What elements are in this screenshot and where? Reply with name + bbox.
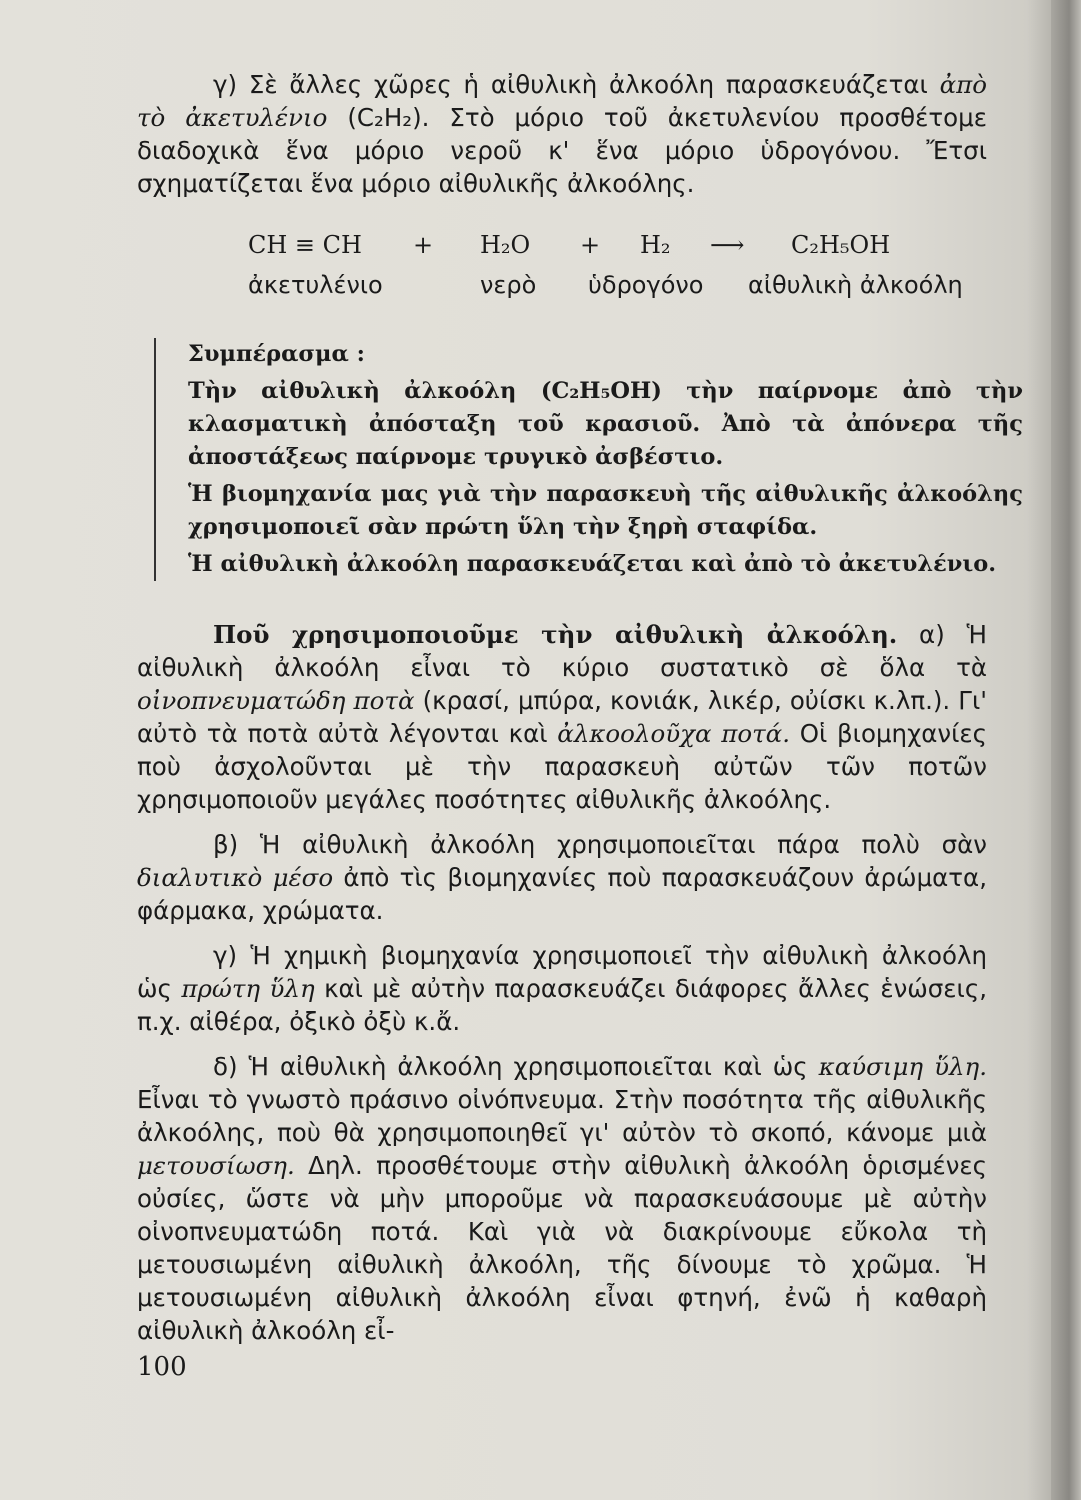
formula-hydrogen: H₂ [640, 231, 671, 259]
uses-paragraph-b [137, 828, 987, 927]
chemical-equation [248, 226, 968, 304]
label-acetylene: ἀκετυλένιο [248, 271, 383, 299]
uses-paragraph-c [137, 939, 987, 1038]
text-span: γ) Σὲ ἄλλες χῶρες ἡ αἰθυλικὴ ἀλκοόλη παρασκευάζεται [213, 70, 940, 99]
text-span: α) Ἡ αἰθυλικὴ ἀλκοόλη εἶναι τὸ κύριο συστατικὸ σὲ ὅλα τὰ [137, 620, 987, 682]
paragraph-acetylene [137, 68, 987, 200]
conclusion-paragraph: Ἡ αἰθυλικὴ ἀλκοόλη παρασκευάζεται καὶ ἀπὸ τὸ ἀκετυλένιο. [188, 551, 997, 577]
conclusion-paragraph: Τὴν αἰθυλικὴ ἀλκοόλη (C₂H₅OH) τὴν παίρνομε ἀπὸ τὴν κλασματικὴ ἀπόσταξη τοῦ κρασιοῦ. Ἀπὸ τὰ ἀπόνερα τῆς ἀποστάξεως παίρνομε τρυγικὸ ἀσβέστιο. [188, 378, 1023, 470]
uses-section [137, 618, 987, 1347]
text-span: Οἱ βιομηχανίες ποὺ ἀσχολοῦνται μὲ τὴν παρασκευὴ αὐτῶν τῶν ποτῶν χρησιμοποιοῦν μεγάλες ποσότητες αἰθυλικῆς ἀλκοόλης. [137, 719, 987, 814]
uses-paragraph-a [137, 618, 987, 816]
section-heading: Ποῦ χρησιμοποιοῦμε τὴν αἰθυλικὴ ἀλκοόλη. [213, 620, 898, 649]
page-number: 100 [137, 1352, 187, 1382]
text-span: δ) Ἡ αἰθυλικὴ ἀλκοόλη χρησιμοποιεῖται καὶ ὡς [213, 1052, 819, 1081]
conclusion-title: Συμπέρασμα : [188, 341, 365, 367]
text-span: (κρασί, μπύρα, κονιάκ, λικέρ, οὐίσκι κ.λπ.). Γι' αὐτὸ τὰ ποτὰ αὐτὰ λέγονται καὶ [137, 686, 987, 748]
formula-acetylene: CH ≡ CH [248, 231, 362, 259]
formula-arrow: ⟶ [710, 231, 745, 259]
text-span: Εἶναι τὸ γνωστὸ πράσινο οἰνόπνευμα. Στὴν ποσότητα τῆς αἰθυλικῆς ἀλκοόλης, ποὺ θὰ χρησιμοποιηθεῖ γι' αὐτὸν τὸ σκοπό, κάνομε μιὰ [137, 1085, 987, 1147]
italic-term: ἀπὸ τὸ ἀκετυλένιο [137, 70, 987, 132]
italic-term: ἀλκοολοῦχα ποτά. [557, 719, 790, 748]
uses-paragraph-d [137, 1050, 987, 1347]
text-span: γ) Ἡ χημικὴ βιομηχανία χρησιμοποιεῖ τὴν αἰθυλικὴ ἀλκοόλη ὡς [137, 941, 987, 1003]
book-spine-shadow [1051, 0, 1081, 1500]
italic-term: οἰνοπνευματώδη ποτὰ [137, 686, 415, 715]
text-span: καὶ μὲ αὐτὴν παρασκευάζει διάφορες ἄλλες ἑνώσεις, π.χ. αἰθέρα, ὀξικὸ ὀξὺ κ.ἄ. [137, 974, 988, 1036]
text-span: ἀπὸ τὶς βιομηχανίες ποὺ παρασκευάζουν ἀρώματα, φάρμακα, χρώματα. [137, 863, 987, 925]
label-ethanol: αἰθυλικὴ ἀλκοόλη [748, 271, 963, 299]
italic-term: διαλυτικὸ μέσο [137, 863, 334, 892]
text-span: β) Ἡ αἰθυλικὴ ἀλκοόλη χρησιμοποιεῖται πάρα πολὺ σὰν [213, 830, 987, 859]
formula-plus: + [580, 231, 601, 259]
conclusion-box [154, 338, 1023, 581]
formula-ethanol: C₂H₅OH [791, 231, 891, 259]
conclusion-paragraph: Ἡ βιομηχανία μας γιὰ τὴν παρασκευὴ τῆς αἰθυλικῆς ἀλκοόλης χρησιμοποιεῖ σὰν πρώτη ὕλη τὴν ξηρὴ σταφίδα. [188, 481, 1023, 540]
text-span: Δηλ. προσθέτουμε στὴν αἰθυλικὴ ἀλκοόλη ὁρισμένες οὐσίες, ὥστε νὰ μὴν μποροῦμε νὰ παρασκευάσουμε μὲ αὐτὴν οἰνοπνευματώδη ποτά. Καὶ γιὰ νὰ διακρίνουμε εὔκολα τὴ μετουσιωμένη αἰθυλικὴ ἀλκοόλη, τῆς δίνουμε τὸ χρῶμα. Ἡ μετουσιωμένη αἰθυλικὴ ἀλκοόλη εἶναι φτηνή, ἐνῶ ἡ καθαρὴ αἰθυλικὴ ἀλκοόλη εἶ- [137, 1151, 987, 1345]
text-span: (C₂H₂). Στὸ μόριο τοῦ ἀκετυλενίου προσθέτομε διαδοχικὰ ἕνα μόριο νεροῦ κ' ἕνα μόριο ὑδρογόνου. Ἔτσι σχηματίζεται ἕνα μόριο αἰθυλικῆς ἀλκοόλης. [137, 103, 987, 198]
formula-water: H₂O [480, 231, 531, 259]
formula-plus: + [413, 231, 434, 259]
italic-term: μετουσίωση. [137, 1151, 295, 1180]
italic-term: πρώτη ὕλη [181, 974, 315, 1003]
label-hydrogen: ὑδρογόνο [588, 271, 704, 299]
label-water: νερὸ [480, 271, 537, 299]
italic-term: καύσιμη ὕλη. [818, 1052, 987, 1081]
